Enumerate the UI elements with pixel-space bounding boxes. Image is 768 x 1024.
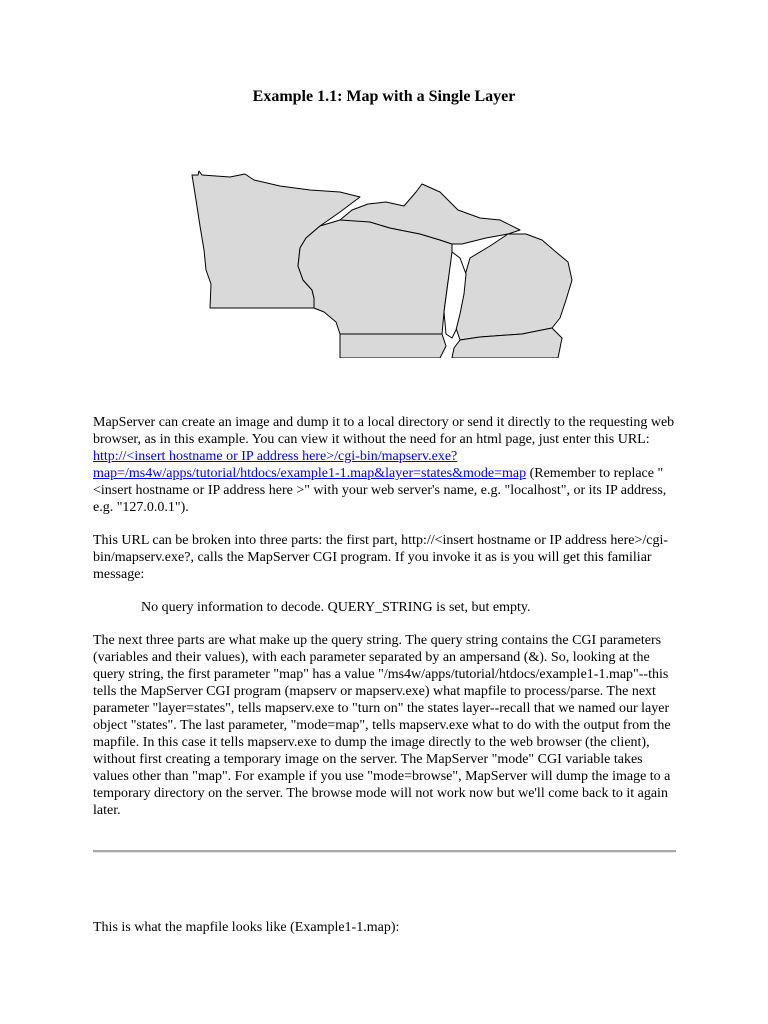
page-title: Example 1.1: Map with a Single Layer [252,88,516,105]
paragraph-mapfile-intro: This is what the mapfile looks like (Example1-1.map): [93,920,400,935]
mapserv-url-link[interactable]: http://<insert hostname or IP address here>/cgi-bin/mapserv.exe?map=/ms4w/apps/tutorial/htdocs/example1-1.map&layer=states&mode=map [93,449,527,481]
michigan-lower-peninsula-shape [456,234,572,340]
paragraph-query-string: The next three parts are what make up the query string. The query string contains the CGI parameters (variables and their values), with each parameter separated by an ampersand (&). So, looking at the query string, the first parameter "map" has a value "/ms4w/apps/tutorial/htdocs/example1-1.map"--this tells the MapServer CGI program (mapserv or mapserv.exe) what mapfile to process/parse. The next parameter "layer=states", tells mapserv.exe to "turn on" the states layer--recall that we named our layer object "states". The last parameter, "mode=map", tells mapserv.exe what to do with the output from the mapfile. In this case it tells mapserv.exe to dump the image directly to the web browser (the client), without first creating a temporary image on the server. The MapServer "mode" CGI variable takes values other than "map". For example if you use "mode=browse", MapServer will dump the image to a temporary directory on the server. The browse mode will not work now but we'll come back to it again later. [93,633,671,818]
horizontal-rule [93,850,676,853]
intro-text-after: (Remember to replace "<insert hostname or IP address here >" with your web server's name, e.g. "localhost", or its IP address, e.g. "127.0.0.1"). [93,466,667,515]
illinois-shape [340,334,446,358]
intro-text-before: MapServer can create an image and dump it to a local directory or send it directly to the requesting web browser, as in this example. You can view it without the need for an html page, just enter this URL: [93,415,675,447]
states-map-image [190,162,590,358]
paragraph-intro [93,414,678,516]
paragraph-url-parts: This URL can be broken into three parts: the first part, http://<insert hostname or IP address here>/cgi-bin/mapserv.exe?, calls the MapServer CGI program. If you invoke it as is you will get this familiar message: [93,533,668,582]
cgi-message: No query information to decode. QUERY_STRING is set, but empty. [141,600,531,615]
